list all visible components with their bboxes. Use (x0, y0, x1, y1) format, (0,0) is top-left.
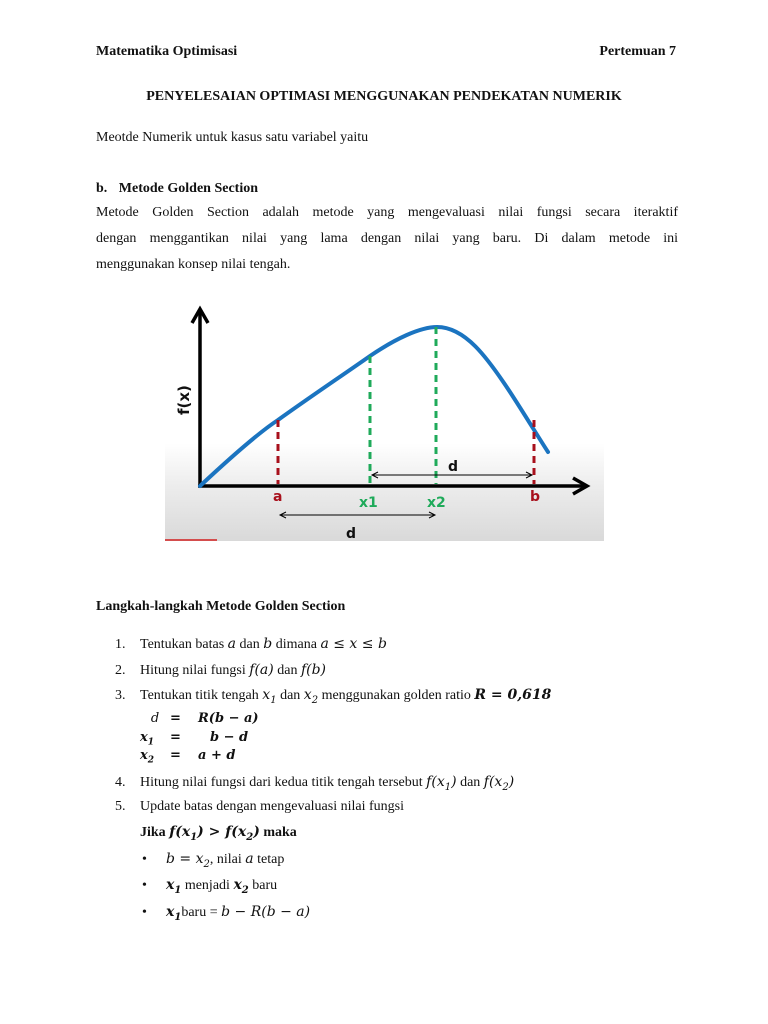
eq-x2-rhs: a + d (198, 748, 236, 763)
step-3-x2-sub: 2 (311, 694, 319, 706)
eq-x1-rhs: b − d (210, 730, 249, 745)
eq-d-rhs: R(b − a) (198, 711, 259, 726)
condition-line (140, 824, 297, 843)
step-1 (115, 636, 387, 653)
bullet-1-text2: tetap (253, 852, 285, 867)
figure-svg (165, 297, 604, 541)
step-1-text: Tentukan batas (140, 637, 228, 652)
bullet-1-b-eq: b = x (166, 851, 204, 867)
step-2 (115, 662, 326, 679)
eq-x2-sign: = (170, 748, 181, 763)
page-title: PENYELESAIAN OPTIMASI MENGGUNAKAN PENDEKATAN NUMERIK (146, 89, 622, 104)
eq-x2-lhs: x (140, 748, 148, 763)
step-3-text2: dan (276, 688, 304, 703)
step-4-fx1: f(x (426, 774, 445, 790)
step-5-text: Update batas dengan mengevaluasi nilai fungsi (140, 799, 404, 814)
intro-text: Meotde Numerik untuk kasus satu variabel yaitu (96, 130, 369, 145)
equation-d (140, 711, 290, 726)
eq-x1-lhs: x (140, 730, 148, 745)
bullet-2-text: menjadi (181, 878, 234, 893)
step-2-text2: dan (273, 663, 301, 678)
step-3-x1: x (262, 687, 271, 703)
section-marker: b. (96, 181, 108, 196)
step-1-var-a: a (227, 636, 237, 652)
bullet-3-text: baru = (181, 905, 222, 920)
d-lower-label: d (346, 526, 357, 541)
bullet-dot-icon: • (142, 852, 147, 867)
paragraph-line-2: dengan menggantikan nilai yang lama dengan nilai yang baru. Di dalam metode ini (96, 231, 678, 246)
step-3 (115, 687, 551, 706)
golden-ratio-value: R = 0,618 (474, 687, 552, 703)
steps-heading: Langkah-langkah Metode Golden Section (96, 599, 346, 614)
bullet-2 (142, 877, 277, 896)
eq-x1-sign: = (170, 730, 181, 745)
label-x2: x2 (427, 495, 446, 511)
bullet-2-x1-sub: 1 (174, 884, 182, 896)
step-2-fa: f(a) (249, 662, 274, 678)
step-1-var-b: b (263, 636, 273, 652)
eq-d-lhs: d (150, 711, 160, 726)
step-4-fx1-sub: 1 (444, 781, 452, 793)
condition-jika: Jika (140, 825, 170, 840)
step-2-text: Hitung nilai fungsi (140, 663, 250, 678)
header-right: Pertemuan 7 (599, 44, 676, 59)
step-4-fx2: f(x (483, 774, 503, 790)
step-4-number: 4. (115, 775, 126, 790)
eq-x1-sub: 1 (147, 737, 155, 748)
bullet-1 (142, 851, 284, 870)
section-title: Metode Golden Section (118, 181, 259, 196)
step-5-number: 5. (115, 799, 126, 814)
header-left: Matematika Optimisasi (96, 44, 238, 59)
step-2-number: 2. (115, 663, 126, 678)
step-5 (115, 799, 404, 815)
bullet-1-var-a: a (245, 851, 254, 867)
step-4-fx2-sub: 2 (502, 781, 509, 793)
step-1-text2: dan (236, 637, 264, 652)
step-1-inequality: a ≤ x ≤ b (320, 636, 387, 652)
condition-close: ) (253, 824, 260, 840)
step-4-text: Hitung nilai fungsi dari kedua titik tengah tersebut (140, 775, 427, 790)
bullet-1-text: , nilai (209, 852, 246, 867)
bullet-2-x2: x (233, 877, 242, 893)
bullet-3-x1-sub: 1 (174, 911, 182, 923)
bullet-2-x2-sub: 2 (241, 884, 249, 896)
condition-maka: maka (259, 825, 297, 840)
label-x1: x1 (359, 495, 378, 511)
paragraph-line-1: Metode Golden Section adalah metode yang mengevaluasi nilai fungsi secara iteraktif (96, 205, 678, 220)
y-axis-label: f(x) (175, 385, 193, 415)
step-4-fx1-close: ) (451, 774, 457, 790)
step-1-text3: dimana (272, 637, 321, 652)
bullet-3 (142, 904, 310, 923)
label-a: a (273, 489, 283, 505)
condition-gt-fx2: ) > f(x (197, 824, 247, 840)
step-3-number: 3. (115, 688, 126, 703)
step-3-x1-sub: 1 (270, 694, 277, 706)
bullet-2-text2: baru (248, 878, 278, 893)
paragraph-line-3: menggunakan konsep nilai tengah. (96, 257, 291, 272)
step-4 (115, 774, 514, 793)
step-4-fx2-close: ) (508, 774, 515, 790)
condition-fx1: f(x (169, 824, 191, 840)
bullet-dot-icon: • (142, 905, 147, 920)
equation-x1 (140, 730, 290, 748)
eq-x2-sub: 2 (147, 755, 155, 766)
equation-x2 (140, 748, 290, 766)
step-3-x2: x (303, 687, 312, 703)
section-heading (96, 181, 258, 197)
d-upper-label: d (448, 459, 459, 475)
step-3-text: Tentukan titik tengah (140, 688, 263, 703)
step-3-text3: menggunakan golden ratio (318, 688, 475, 703)
condition-fx2-sub: 2 (246, 831, 254, 843)
step-2-fb: f(b) (300, 662, 327, 678)
bullet-2-x1: x (166, 877, 175, 893)
label-b: b (530, 489, 541, 505)
step-1-number: 1. (115, 637, 126, 652)
eq-d-sign: = (170, 711, 181, 726)
bullet-dot-icon: • (142, 878, 147, 893)
condition-fx1-sub: 1 (190, 831, 198, 843)
bullet-3-formula: b − R(b − a) (221, 904, 311, 920)
bullet-3-x1: x (166, 904, 175, 920)
bullet-1-sub: 2 (203, 858, 210, 870)
step-4-text2: dan (456, 775, 484, 790)
golden-section-figure (165, 297, 604, 541)
